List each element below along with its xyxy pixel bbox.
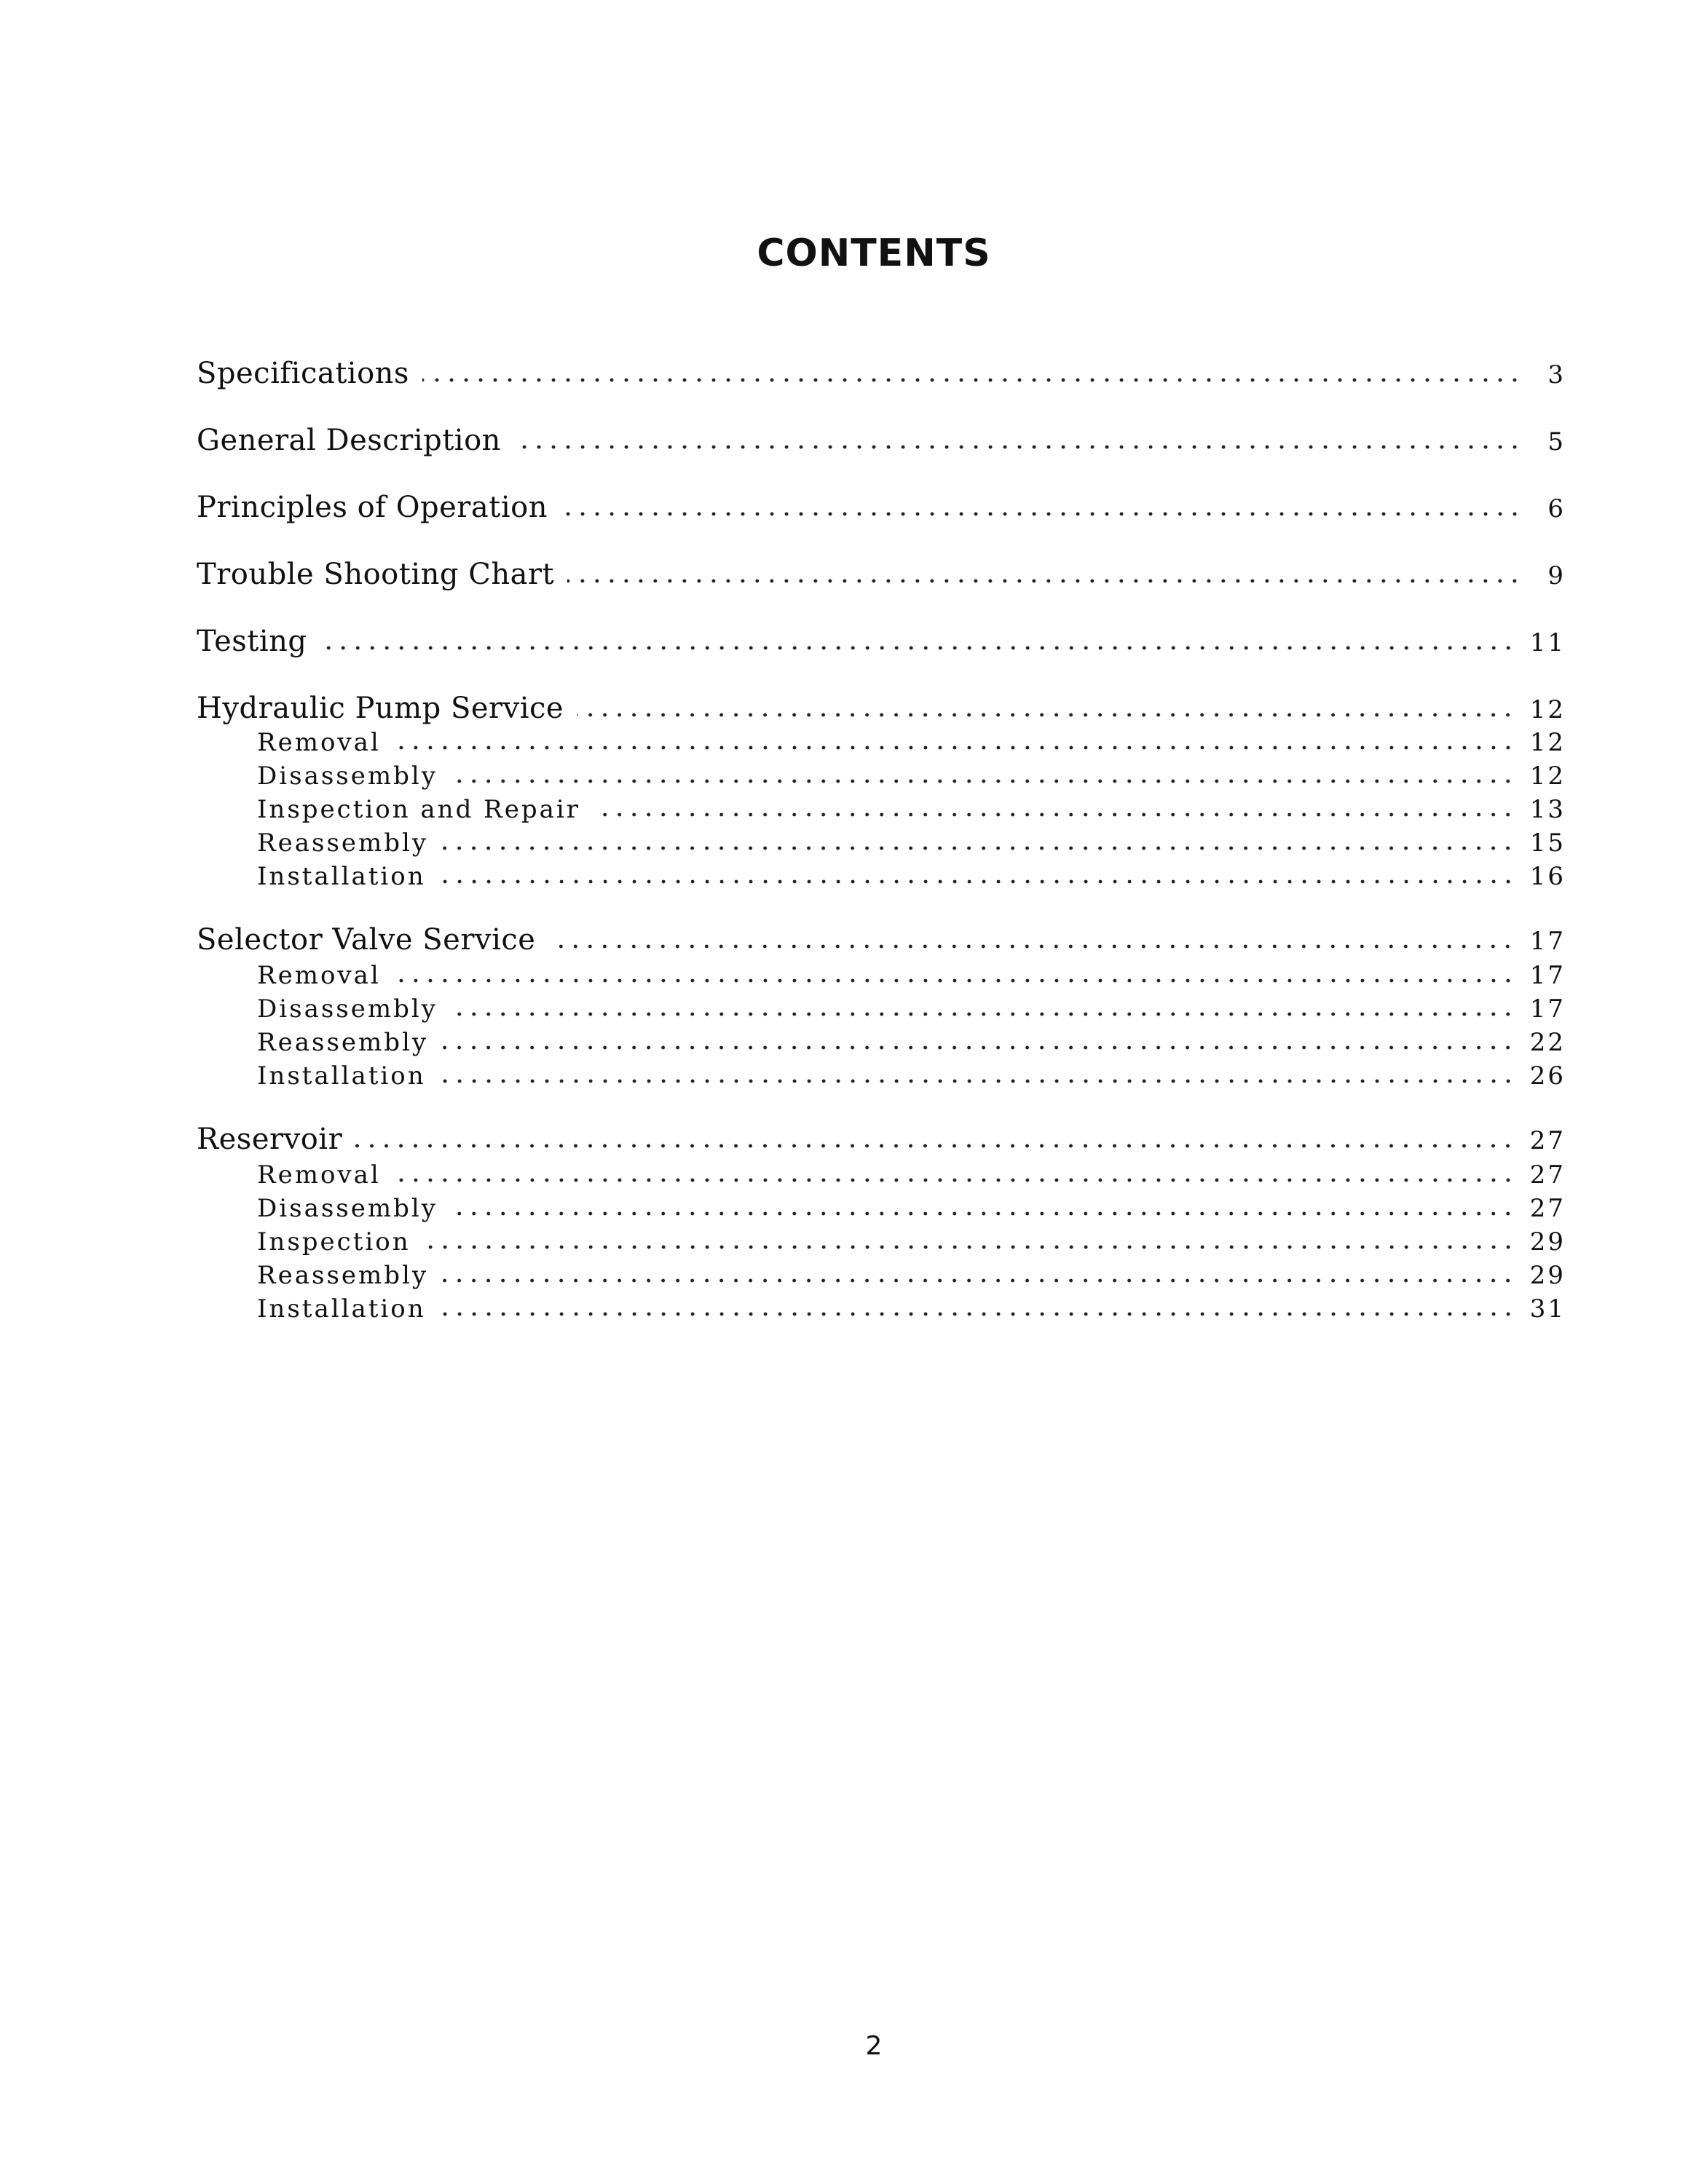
toc-entry-page: 17 xyxy=(1529,994,1566,1024)
toc-entry-label: General Description xyxy=(197,424,501,457)
toc-entry-label: Principles of Operation xyxy=(197,491,548,524)
toc-entry-testing[interactable] xyxy=(197,625,1566,658)
toc-entry-page: 27 xyxy=(1529,1194,1566,1223)
dot-leader xyxy=(593,812,1515,818)
toc-entry-label: Reassembly xyxy=(257,828,429,858)
dot-leader xyxy=(514,444,1522,450)
toc-entry-page: 31 xyxy=(1529,1294,1566,1324)
toc-entry-label: Removal xyxy=(257,961,381,990)
toc-entry-label: Reassembly xyxy=(257,1028,429,1057)
dot-leader xyxy=(451,778,1515,784)
toc-entry-trouble-shooting-chart[interactable] xyxy=(197,558,1566,591)
toc-entry-page: 26 xyxy=(1529,1061,1566,1091)
toc-entry-label: Disassembly xyxy=(257,994,438,1024)
dot-leader xyxy=(451,1011,1515,1017)
toc-entry-label: Removal xyxy=(257,728,381,757)
toc-subentry-reservoir-reassembly[interactable] xyxy=(197,1261,1566,1290)
toc-entry-page: 27 xyxy=(1529,1160,1566,1190)
toc-entry-page: 5 xyxy=(1547,427,1566,456)
toc-subentry-reservoir-removal[interactable] xyxy=(197,1160,1566,1190)
toc-entry-page: 29 xyxy=(1529,1227,1566,1257)
dot-leader xyxy=(548,943,1515,949)
dot-leader xyxy=(424,1244,1515,1250)
toc-entry-page: 12 xyxy=(1529,761,1566,791)
toc-entry-page: 12 xyxy=(1529,728,1566,757)
toc-entry-principles-of-operation[interactable] xyxy=(197,491,1566,524)
dot-leader xyxy=(441,1045,1515,1051)
toc-entry-label: Installation xyxy=(257,862,426,891)
toc-entry-page: 17 xyxy=(1529,961,1566,990)
dot-leader xyxy=(439,879,1515,885)
toc-entry-page: 29 xyxy=(1529,1261,1566,1290)
toc-subentry-reservoir-installation[interactable] xyxy=(197,1294,1566,1324)
toc-entry-label: Reservoir xyxy=(197,1123,343,1156)
toc-entry-reservoir[interactable] xyxy=(197,1123,1566,1156)
toc-entry-label: Inspection xyxy=(257,1227,411,1257)
toc-entry-label: Reassembly xyxy=(257,1261,429,1290)
page-number: 2 xyxy=(865,2031,883,2061)
toc-entry-label: Hydraulic Pump Service xyxy=(197,692,564,725)
toc-entry-page: 11 xyxy=(1529,628,1566,657)
toc-entry-general-description[interactable] xyxy=(197,424,1566,457)
toc-subentry-valve-installation[interactable] xyxy=(197,1061,1566,1091)
toc-entry-page: 16 xyxy=(1529,862,1566,891)
toc-subentry-reservoir-inspection[interactable] xyxy=(197,1227,1566,1257)
toc-entry-label: Testing xyxy=(197,625,307,658)
page-title: CONTENTS xyxy=(757,232,991,275)
dot-leader xyxy=(439,1078,1515,1084)
dot-leader xyxy=(394,1177,1515,1183)
toc-entry-label: Inspection and Repair xyxy=(257,795,581,824)
toc-entry-label: Installation xyxy=(257,1294,426,1324)
toc-entry-label: Selector Valve Service xyxy=(197,923,536,957)
toc-entry-page: 27 xyxy=(1529,1126,1566,1155)
toc-subentry-valve-disassembly[interactable] xyxy=(197,994,1566,1024)
toc-entry-hydraulic-pump-service[interactable] xyxy=(197,692,1566,725)
dot-leader xyxy=(451,1211,1515,1216)
dot-leader xyxy=(394,978,1515,984)
toc-subentry-pump-reassembly[interactable] xyxy=(197,828,1566,858)
toc-subentry-valve-reassembly[interactable] xyxy=(197,1028,1566,1057)
toc-entry-page: 15 xyxy=(1529,828,1566,858)
toc-entry-label: Disassembly xyxy=(257,761,438,791)
dot-leader xyxy=(422,377,1522,383)
dot-leader xyxy=(320,645,1515,651)
toc-subentry-pump-disassembly[interactable] xyxy=(197,761,1566,791)
toc-entry-page: 3 xyxy=(1547,360,1566,389)
toc-entry-label: Installation xyxy=(257,1061,426,1091)
toc-entry-specifications[interactable] xyxy=(197,357,1566,390)
dot-leader xyxy=(355,1143,1515,1149)
toc-entry-page: 6 xyxy=(1547,494,1566,523)
toc-entry-label: Specifications xyxy=(197,357,409,390)
toc-subentry-pump-installation[interactable] xyxy=(197,862,1566,891)
dot-leader xyxy=(439,1311,1515,1317)
toc-subentry-valve-removal[interactable] xyxy=(197,961,1566,990)
toc-entry-page: 9 xyxy=(1547,561,1566,590)
toc-subentry-pump-inspection-and-repair[interactable] xyxy=(197,795,1566,824)
dot-leader xyxy=(577,712,1515,718)
toc-entry-label: Disassembly xyxy=(257,1194,438,1223)
toc-entry-page: 13 xyxy=(1529,795,1566,824)
toc-entry-page: 12 xyxy=(1529,695,1566,724)
dot-leader xyxy=(441,845,1515,851)
dot-leader xyxy=(567,578,1522,584)
dot-leader xyxy=(394,745,1515,751)
toc-entry-page: 22 xyxy=(1529,1028,1566,1057)
dot-leader xyxy=(441,1278,1515,1283)
toc-entry-page: 17 xyxy=(1529,927,1566,956)
toc-entry-label: Removal xyxy=(257,1160,381,1190)
toc-entry-label: Trouble Shooting Chart xyxy=(197,558,555,591)
toc-entry-selector-valve-service[interactable] xyxy=(197,923,1566,957)
toc-subentry-pump-removal[interactable] xyxy=(197,728,1566,757)
toc-subentry-reservoir-disassembly[interactable] xyxy=(197,1194,1566,1223)
dot-leader xyxy=(561,511,1522,517)
